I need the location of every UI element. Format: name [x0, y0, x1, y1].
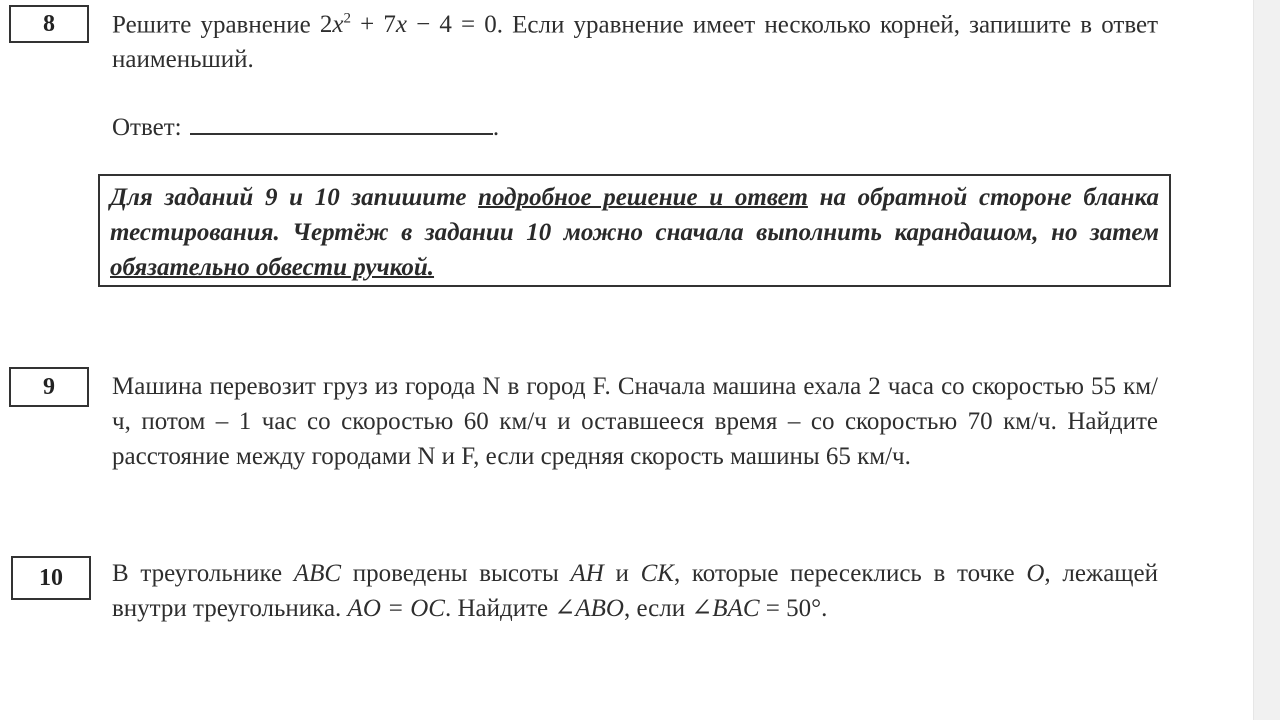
- t10-eq2-tail: = 50°: [759, 595, 822, 622]
- t10-p8: .: [821, 595, 828, 622]
- task-8-text: [112, 2, 1158, 77]
- t10-abc: ABC: [293, 560, 342, 587]
- t10-p4: , которые пересеклись в точке: [673, 560, 1027, 587]
- task-9-text: [112, 369, 1158, 474]
- t10-angle2: ∠BAC: [691, 595, 760, 622]
- eq-tail: − 4 = 0: [406, 11, 497, 39]
- t10-p5: , лежащей внутри треугольника.: [112, 560, 1159, 622]
- task-number-label: 10: [39, 565, 63, 591]
- answer-end-period: .: [492, 114, 500, 141]
- task-8-text-after: . Если уравнение имеет несколько корней, запишите в ответ наименьший.: [112, 11, 1158, 74]
- answer-label: Ответ:: [112, 114, 188, 141]
- eq-power: 2: [343, 11, 351, 27]
- task-9-body: Машина перевозит груз из города N в город F. Сначала машина ехала 2 часа со скоростью 55 км/ч, потом – 1 час со скоростью 60 км/ч и оставшееся время – со скоростью 70 км/ч. Найдите расстояние между городами N и F, если средняя скорость машины 65 км/ч.: [112, 373, 1158, 470]
- eq-rest: + 7: [350, 11, 396, 39]
- t10-p1: В треугольнике: [112, 560, 294, 587]
- task-number-8: [9, 5, 89, 43]
- task-number-10: [11, 556, 91, 600]
- task-8-answer-line: [112, 109, 499, 145]
- t10-p2: проведены высоты: [341, 560, 571, 587]
- t10-eq1: AO = OC: [347, 595, 445, 622]
- t10-p6: . Найдите: [444, 595, 555, 622]
- t10-p3: и: [603, 560, 641, 587]
- t10-ah: AH: [570, 560, 604, 587]
- instruction-underlined1: подробное решение и ответ: [478, 184, 808, 211]
- t10-o: O: [1026, 560, 1045, 587]
- eq-var: x: [332, 11, 344, 39]
- task-number-label: 9: [43, 374, 55, 400]
- instruction-part2: на обратной стороне бланка тестирования. Чертёж в задании 10 можно сначала выполнить карандашом, но затем: [110, 184, 1159, 246]
- t10-p7: , если: [623, 595, 692, 622]
- t10-ck: CK: [640, 560, 674, 587]
- eq-var2: x: [395, 11, 407, 39]
- task-8-text-before: Решите уравнение: [112, 11, 320, 39]
- eq-coef: 2: [319, 11, 333, 39]
- task-number-9: [9, 367, 89, 407]
- answer-blank[interactable]: [190, 109, 493, 135]
- scrollbar-gutter[interactable]: [1253, 0, 1280, 720]
- instruction-box: [98, 174, 1171, 287]
- task-8-equation: [320, 11, 497, 38]
- instruction-part1: Для заданий 9 и 10 запишите: [110, 184, 479, 211]
- task-10-text: [112, 556, 1158, 626]
- instruction-underlined2: обязательно обвести ручкой.: [110, 254, 435, 281]
- task-number-label: 8: [43, 11, 55, 37]
- t10-angle1: ∠ABO: [554, 595, 624, 622]
